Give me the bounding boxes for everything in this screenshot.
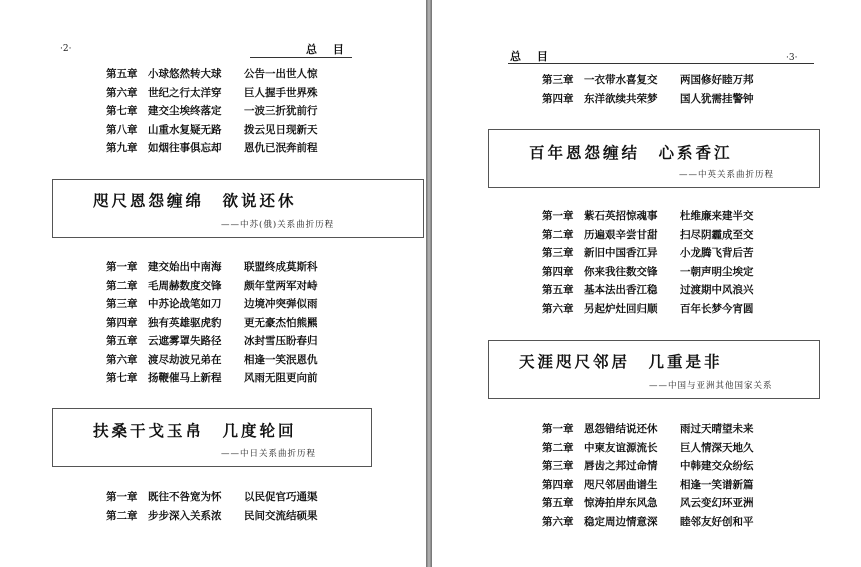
section-box-sino-japanese	[52, 408, 372, 467]
chapter-line2: 更无豪杰怕熊羆	[244, 316, 318, 329]
section-subtitle: ——中日关系曲折历程	[221, 449, 317, 459]
header-rule	[250, 57, 352, 58]
chapter-line2: 国人犹需挂警钟	[680, 92, 754, 105]
chapter-row	[106, 139, 318, 158]
chapter-row	[542, 244, 754, 263]
chapter-line1: 中苏论战笔如刀	[148, 298, 222, 310]
chapter-label: 第五章	[542, 284, 574, 296]
chapter-line2: 民间交流结硕果	[244, 509, 318, 522]
section-box-sino-soviet	[52, 179, 424, 238]
chapter-row	[542, 494, 754, 513]
chapter-line1: 如烟往事俱忘却	[148, 142, 222, 154]
chapter-line2: 雨过天晴望未来	[680, 423, 754, 435]
chapter-label: 第七章	[106, 372, 138, 384]
chapter-line2: 一波三折犹前行	[244, 105, 318, 117]
chapter-line1: 步步深入关系浓	[148, 509, 222, 522]
chapter-line2: 巨人握手世界殊	[244, 86, 318, 99]
chapter-line1: 新旧中国香江异	[584, 247, 658, 259]
chapter-line2: 冰封雪压盼春归	[244, 335, 318, 347]
chapter-line2: 中韩建交众纷纭	[680, 460, 754, 472]
chapter-label: 第六章	[106, 86, 138, 99]
chapter-list	[542, 420, 754, 531]
chapter-row	[542, 439, 754, 458]
chapter-line2: 公告一出世人惊	[244, 68, 318, 80]
chapter-line2: 睦邻友好创和平	[680, 515, 754, 528]
chapter-row	[106, 332, 318, 351]
chapter-line1: 渡尽劫波兄弟在	[148, 353, 222, 366]
chapter-line2: 风雨无阻更向前	[244, 372, 318, 384]
chapter-line1: 唇齿之邦过命情	[584, 460, 658, 472]
page-number: ·2·	[60, 44, 72, 54]
chapter-list	[106, 488, 318, 525]
chapter-label: 第四章	[542, 92, 574, 105]
chapter-line2: 相逢一笑泯恩仇	[244, 353, 318, 366]
chapter-row	[542, 207, 754, 226]
chapter-row	[106, 369, 318, 388]
chapter-list	[106, 65, 318, 158]
chapter-label: 第五章	[542, 497, 574, 509]
chapter-row	[106, 65, 318, 84]
chapter-row	[542, 71, 754, 90]
chapter-label: 第四章	[106, 316, 138, 329]
chapter-row	[542, 476, 754, 495]
chapter-line2: 两国修好睦万邦	[680, 74, 754, 86]
chapter-list	[542, 207, 754, 318]
chapter-line1: 中柬友谊源流长	[584, 441, 658, 454]
chapter-row	[542, 420, 754, 439]
chapter-line2: 百年长梦今宵圆	[680, 302, 754, 315]
section-box-sino-british	[488, 129, 820, 188]
chapter-row	[106, 507, 318, 526]
chapter-line1: 咫尺邻居曲谱生	[584, 478, 658, 491]
chapter-label: 第二章	[106, 279, 138, 292]
running-head: 总 目	[306, 43, 350, 56]
chapter-line1: 历遍艰辛尝甘甜	[584, 228, 658, 241]
chapter-line1: 云遮雾罩失路径	[148, 335, 222, 347]
chapter-line1: 毛周赫数度交锋	[148, 279, 222, 292]
chapter-line1: 基本法出香江稳	[584, 284, 658, 296]
chapter-line2: 一朝声明尘埃定	[680, 265, 754, 278]
chapter-line1: 你来我往数交锋	[584, 265, 658, 278]
chapter-label: 第六章	[106, 353, 138, 366]
chapter-row	[106, 277, 318, 296]
section-title: 扶桑干戈玉帛 几度轮回	[93, 421, 297, 440]
chapter-line1: 既往不咎宽为怀	[148, 491, 222, 503]
section-subtitle: ——中国与亚洲其他国家关系	[649, 381, 773, 391]
chapter-label: 第四章	[542, 265, 574, 278]
chapter-label: 第二章	[106, 509, 138, 522]
header-rule	[508, 63, 814, 64]
chapter-label: 第二章	[542, 441, 574, 454]
chapter-row	[106, 121, 318, 140]
chapter-label: 第一章	[106, 491, 138, 503]
chapter-line1: 另起炉灶回归顺	[584, 302, 658, 315]
section-title: 天涯咫尺邻居 几重是非	[519, 352, 723, 371]
chapter-label: 第三章	[542, 460, 574, 472]
chapter-line1: 建交尘埃终落定	[148, 105, 222, 117]
running-head: 总 目	[510, 50, 554, 63]
chapter-label: 第七章	[106, 105, 138, 117]
chapter-line1: 世纪之行太洋穿	[148, 86, 222, 99]
chapter-line1: 小球悠然转大球	[148, 68, 222, 80]
chapter-row	[542, 281, 754, 300]
chapter-label: 第六章	[542, 515, 574, 528]
chapter-line2: 小龙腾飞背后苦	[680, 247, 754, 259]
section-title: 咫尺恩怨缠绵 欲说还休	[93, 191, 297, 210]
chapter-line1: 一衣带水喜复交	[584, 74, 658, 86]
chapter-row	[542, 300, 754, 319]
chapter-row	[106, 314, 318, 333]
chapter-line2: 边境冲突弹似雨	[244, 298, 318, 310]
chapter-line2: 风云变幻环亚洲	[680, 497, 754, 509]
chapter-label: 第二章	[542, 228, 574, 241]
chapter-line2: 杜维廉来建半交	[680, 210, 754, 222]
chapter-label: 第六章	[542, 302, 574, 315]
section-subtitle: ——中苏(俄)关系曲折历程	[221, 220, 335, 230]
section-box-asia	[488, 340, 820, 399]
chapter-row	[542, 226, 754, 245]
chapter-line2: 恩仇已泯奔前程	[244, 142, 318, 154]
page-number: ·3·	[786, 53, 798, 63]
left-page	[0, 0, 426, 567]
chapter-row	[106, 295, 318, 314]
chapter-line2: 以民促官巧通渠	[244, 491, 318, 503]
chapter-row	[542, 457, 754, 476]
chapter-label: 第四章	[542, 478, 574, 491]
chapter-line2: 联盟终成莫斯科	[244, 261, 318, 273]
chapter-line2: 过渡期中风浪兴	[680, 284, 754, 296]
chapter-list	[106, 258, 318, 388]
chapter-label: 第三章	[542, 74, 574, 86]
chapter-line1: 东洋欲续共荣梦	[584, 92, 658, 105]
chapter-label: 第三章	[106, 298, 138, 310]
chapter-line1: 独有英雄驱虎豹	[148, 316, 222, 329]
chapter-list	[542, 71, 754, 108]
chapter-line2: 扫尽阴霾成至交	[680, 228, 754, 241]
chapter-line2: 巨人情深天地久	[680, 441, 754, 454]
chapter-label: 第一章	[542, 423, 574, 435]
chapter-line2: 相逢一笑谱新篇	[680, 478, 754, 491]
chapter-label: 第一章	[542, 210, 574, 222]
chapter-line1: 稳定周边情意深	[584, 515, 658, 528]
chapter-label: 第三章	[542, 247, 574, 259]
chapter-line1: 恩怨错结说还休	[584, 423, 658, 435]
chapter-row	[106, 84, 318, 103]
chapter-line1: 建交始出中南海	[148, 261, 222, 273]
right-page	[432, 0, 861, 567]
chapter-label: 第八章	[106, 123, 138, 136]
chapter-label: 第五章	[106, 335, 138, 347]
chapter-line1: 紫石英招惊魂事	[584, 210, 658, 222]
chapter-line2: 拨云见日现新天	[244, 123, 318, 136]
chapter-row	[542, 263, 754, 282]
chapter-line2: 颇年堂两军对峙	[244, 279, 318, 292]
chapter-row	[542, 90, 754, 109]
chapter-label: 第五章	[106, 68, 138, 80]
section-title: 百年恩怨缠结 心系香江	[529, 143, 733, 162]
chapter-row	[542, 513, 754, 532]
chapter-label: 第一章	[106, 261, 138, 273]
section-subtitle: ——中英关系曲折历程	[679, 170, 775, 180]
chapter-row	[106, 258, 318, 277]
chapter-line1: 扬鞭催马上新程	[148, 372, 222, 384]
chapter-line1: 惊涛拍岸东风急	[584, 497, 658, 509]
chapter-row	[106, 351, 318, 370]
chapter-line1: 山重水复疑无路	[148, 123, 222, 136]
chapter-row	[106, 102, 318, 121]
chapter-label: 第九章	[106, 142, 138, 154]
chapter-row	[106, 488, 318, 507]
